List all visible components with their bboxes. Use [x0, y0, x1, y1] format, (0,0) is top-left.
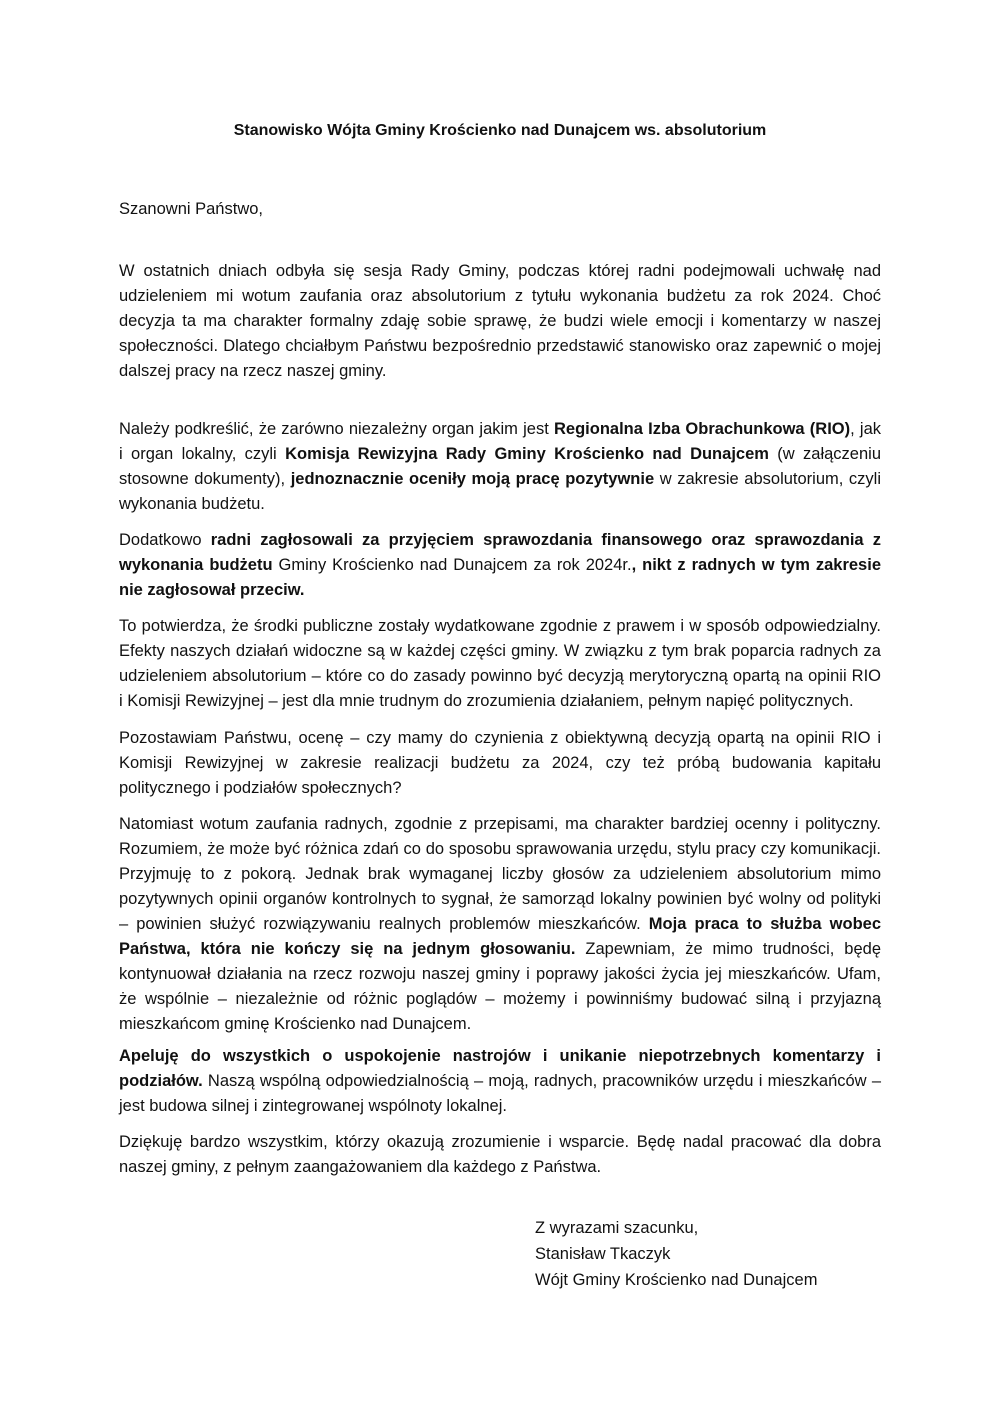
bold-text: , nikt z radnych w tym zakresie nie zagłosował przeciw.	[119, 556, 881, 599]
bold-text: Apeluję do wszystkich o uspokojenie nastrojów i unikanie niepotrzebnych komentarzy i podziałów.	[119, 1047, 881, 1090]
paragraph-4	[119, 614, 881, 714]
bold-text: radni zagłosowali za przyjęciem sprawozdania finansowego oraz sprawozdania z wykonania budżetu	[119, 531, 882, 574]
paragraph-text: To potwierdza, że środki publiczne zostały wydatkowane zgodnie z prawem i w sposób odpowiedzialny. Efekty naszych działań widoczne są w każdej części gminy. W związku z tym brak poparcia radnych za udzieleniem absolutorium – które co do zasady powinno być decyzją merytoryczną opartą na opinii RIO i Komisji Rewizyjnej – jest dla mnie trudnym do zrozumienia działaniem, pełnym napięć politycznych.	[119, 617, 881, 710]
paragraph-2	[119, 417, 881, 517]
bold-text: Komisja Rewizyjna Rady Gminy Krościenko nad Dunajcem	[285, 445, 769, 463]
paragraph-7	[119, 1044, 881, 1119]
document-title: Stanowisko Wójta Gminy Krościenko nad Dunajcem ws. absolutorium	[233, 122, 767, 139]
signature-name: Stanisław Tkaczyk	[535, 1245, 671, 1263]
paragraph-text: Gminy Krościenko nad Dunajcem za rok 2024r.	[272, 556, 632, 574]
bold-text: Moja praca to służba wobec Państwa, która nie kończy się na jednym głosowaniu.	[119, 915, 881, 958]
bold-text: jednoznacznie oceniły moją pracę pozytywnie	[290, 470, 655, 488]
paragraph-8	[119, 1130, 881, 1180]
paragraph-text: Zapewniam, że mimo trudności, będę kontynuował działania na rzecz rozwoju naszej gminy i poprawy jakości życia jej mieszkańców. Ufam, że wspólnie – niezależnie od różnic poglądów – możemy i powinniśmy budować silną i przyjazną mieszkańcom gminę Krościenko nad Dunajcem.	[119, 940, 881, 1033]
paragraph-text: Natomiast wotum zaufania radnych, zgodnie z przepisami, ma charakter bardziej ocenny i polityczny. Rozumiem, że może być różnica zdań co do sposobu sprawowania urzędu, stylu pracy czy komunikacji. Przyjmuję to z pokorą. Jednak brak wymaganej liczby głosów za udzieleniem absolutorium mimo pozytywnych opinii organów kontrolnych to sygnał, że samorząd lokalny powinien być wolny od polityki – powinien służyć rozwiązywaniu realnych problemów mieszkańców.	[119, 815, 881, 933]
signature-block	[535, 1215, 817, 1293]
paragraph-text: Pozostawiam Państwu, ocenę – czy mamy do czynienia z obiektywną decyzją opartą na opinii RIO i Komisji Rewizyjnej w zakresie realizacji budżetu za 2024, czy też próbą budowania kapitału politycznego i podziałów społecznych?	[119, 729, 881, 797]
paragraph-text: Naszą wspólną odpowiedzialnością – moją, radnych, pracowników urzędu i mieszkańców – jest budowa silnej i zintegrowanej wspólnoty lokalnej.	[119, 1072, 881, 1115]
bold-text: Regionalna Izba Obrachunkowa (RIO)	[554, 420, 851, 438]
paragraph-text: Należy podkreślić, że zarówno niezależny organ jakim jest	[119, 420, 554, 438]
paragraph-3	[119, 528, 881, 603]
paragraph-text: Dziękuję bardzo wszystkim, którzy okazują zrozumienie i wsparcie. Będę nadal pracować dla dobra naszej gminy, z pełnym zaangażowaniem dla każdego z Państwa.	[119, 1133, 881, 1176]
paragraph-1	[119, 259, 881, 384]
paragraph-text: Dodatkowo	[119, 531, 211, 549]
paragraph-6	[119, 812, 881, 1037]
greeting: Szanowni Państwo,	[119, 200, 263, 218]
paragraph-5	[119, 726, 881, 801]
signature-closing: Z wyrazami szacunku,	[535, 1219, 699, 1237]
paragraph-text: w zakresie absolutorium, czyli wykonania budżetu.	[119, 470, 882, 513]
paragraph-text: , jak i organ lokalny, czyli	[119, 420, 881, 463]
paragraph-text: W ostatnich dniach odbyła się sesja Rady Gminy, podczas której radni podejmowali uchwałę nad udzieleniem mi wotum zaufania oraz absolutorium z tytułu wykonania budżetu za rok 2024. Choć decyzja ta ma charakter formalny zdaję sobie sprawę, że budzi wiele emocji i komentarzy w naszej społeczności. Dlatego chciałbym Państwu bezpośrednio przedstawić stanowisko oraz zapewnić o mojej dalszej pracy na rzecz naszej gminy.	[119, 262, 881, 380]
paragraph-text: (w załączeniu stosowne dokumenty),	[119, 445, 882, 488]
signature-position: Wójt Gminy Krościenko nad Dunajcem	[535, 1271, 818, 1289]
